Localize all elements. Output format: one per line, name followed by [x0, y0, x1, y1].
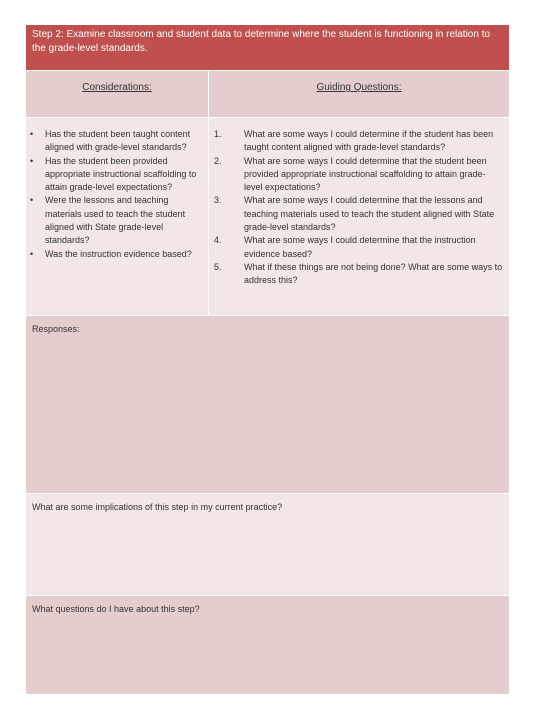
bullet-icon: •	[30, 195, 34, 206]
considerations-list	[26, 128, 208, 261]
responses-row	[26, 315, 509, 493]
implications-field[interactable]	[26, 494, 509, 595]
list-item: 4. What are some ways I could determine that the instruction evidence based?	[214, 235, 476, 259]
list-item: 1. What are some ways I could determine if the student has been taught content aligned with grade-level standards?	[214, 129, 494, 153]
list-item: 2. What are some ways I could determine that the student been provided appropriate instructional scaffolding to attain grade-level expectations?	[214, 155, 487, 193]
guiding-questions-list-cell	[209, 118, 509, 315]
lists-row	[26, 117, 509, 315]
bullet-icon: •	[30, 129, 34, 139]
questions-label: What questions do I have about this step?	[32, 604, 200, 614]
list-item: 5. What if these things are not being done? What are some ways to address this?	[214, 261, 503, 286]
column-headings-row	[26, 70, 509, 117]
guiding-questions-heading: Guiding Questions:	[209, 71, 509, 117]
worksheet	[26, 25, 509, 694]
responses-label: Responses:	[32, 324, 80, 334]
step-header: Step 2: Examine classroom and student data to determine where the student is functioning in relation to the grade-level standards.	[26, 25, 509, 70]
list-item: • Has the student been taught content aligned with grade-level standards?	[30, 129, 191, 153]
implications-label: What are some implications of this step in my current practice?	[32, 502, 283, 512]
list-item: • Has the student been provided appropriate instructional scaffolding to attain grade-level expectations?	[30, 155, 197, 193]
considerations-list-cell	[26, 118, 209, 315]
implications-row	[26, 493, 509, 595]
list-item: 3. What are some ways I could determine that the lessons and teaching materials used to teach the student aligned with State grade-level standards?	[214, 195, 495, 233]
guiding-questions-list	[209, 128, 509, 288]
questions-row	[26, 595, 509, 694]
questions-field[interactable]	[26, 596, 509, 694]
list-item: • Were the lessons and teaching materials used to teach the student aligned with State grade-level standards?	[30, 195, 186, 246]
list-item: • Was the instruction evidence based?	[26, 248, 208, 261]
bullet-icon: •	[30, 248, 34, 259]
bullet-icon: •	[30, 155, 34, 166]
considerations-heading: Considerations:	[26, 71, 209, 117]
responses-field[interactable]	[26, 316, 509, 493]
